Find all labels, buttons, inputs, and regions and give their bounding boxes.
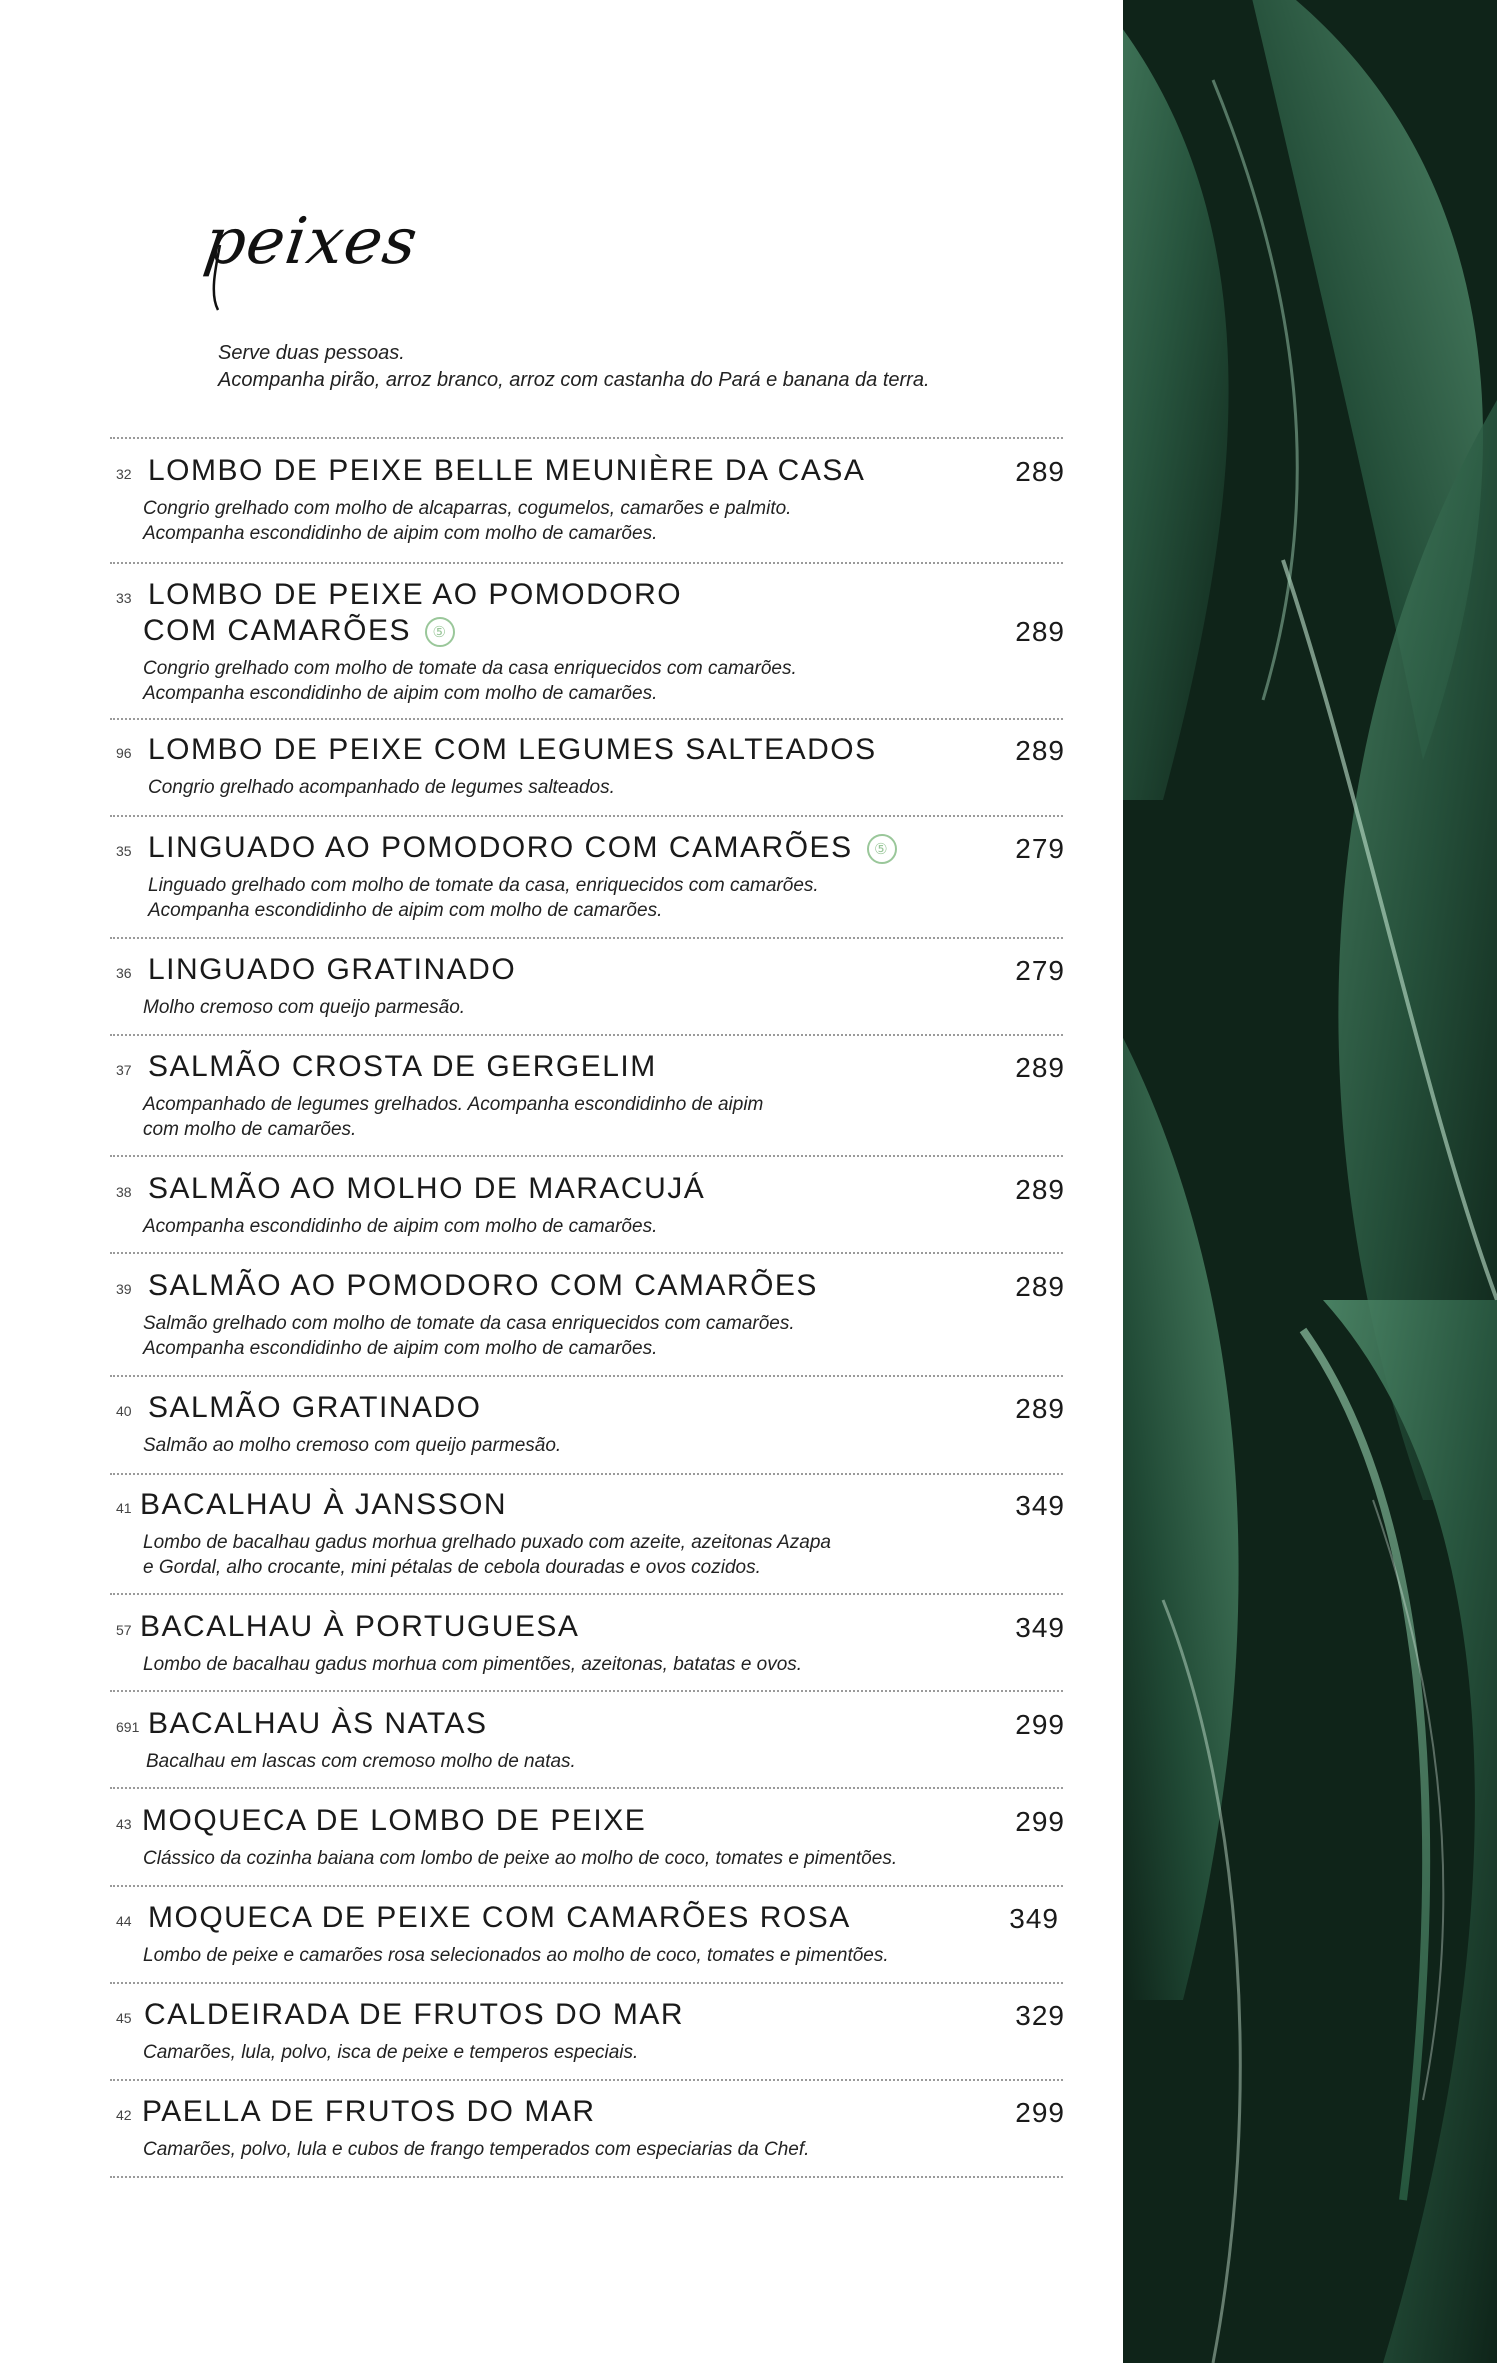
item-name: PAELLA DE FRUTOS DO MAR bbox=[142, 2095, 596, 2128]
item-description: Lombo de peixe e camarões rosa selecionados ao molho de coco, tomates e pimentões. bbox=[143, 1945, 889, 1966]
menu-item bbox=[110, 1899, 1065, 1968]
leaf-illustration-icon bbox=[1123, 0, 1497, 2363]
item-price: 289 bbox=[1015, 1052, 1065, 1083]
menu-item bbox=[110, 1705, 1065, 1774]
item-number: 33 bbox=[116, 590, 132, 606]
item-number: 44 bbox=[116, 1913, 132, 1929]
leaf-photo bbox=[1123, 0, 1497, 2363]
item-price: 279 bbox=[1015, 955, 1065, 986]
item-name: LINGUADO GRATINADO bbox=[148, 953, 517, 986]
item-price: 299 bbox=[1015, 2097, 1065, 2128]
item-name: SALMÃO AO POMODORO COM CAMARÕES bbox=[148, 1269, 818, 1302]
item-price: 349 bbox=[1009, 1903, 1059, 1934]
divider bbox=[110, 2079, 1063, 2081]
divider bbox=[110, 1787, 1063, 1789]
vegan-badge-icon: ⑤ bbox=[425, 617, 455, 647]
item-description: Congrio grelhado com molho de tomate da casa enriquecidos com camarões. bbox=[143, 658, 797, 679]
item-price: 289 bbox=[1015, 1393, 1065, 1424]
item-name-line-2 bbox=[143, 614, 455, 648]
item-name: BACALHAU ÀS NATAS bbox=[148, 1707, 488, 1740]
item-description: Linguado grelhado com molho de tomate da casa, enriquecidos com camarões. bbox=[148, 875, 819, 896]
divider bbox=[110, 1690, 1063, 1692]
item-description: Acompanhado de legumes grelhados. Acompanha escondidinho de aipim bbox=[143, 1094, 764, 1115]
item-number: 57 bbox=[116, 1622, 132, 1638]
item-name: BACALHAU À PORTUGUESA bbox=[140, 1610, 580, 1643]
menu-item bbox=[110, 951, 1065, 1020]
item-number: 32 bbox=[116, 466, 132, 482]
intro-line-2: Acompanha pirão, arroz branco, arroz com castanha do Pará e banana da terra. bbox=[218, 369, 930, 391]
item-name: MOQUECA DE PEIXE COM CAMARÕES ROSA bbox=[148, 1901, 851, 1934]
item-description: Camarões, lula, polvo, isca de peixe e temperos especiais. bbox=[143, 2042, 639, 2063]
divider bbox=[110, 815, 1063, 817]
divider bbox=[110, 1593, 1063, 1595]
item-description: Acompanha escondidinho de aipim com molho de camarões. bbox=[148, 900, 663, 921]
menu-item bbox=[110, 1608, 1065, 1677]
item-number: 40 bbox=[116, 1403, 132, 1419]
item-description: Acompanha escondidinho de aipim com molho de camarões. bbox=[143, 683, 658, 704]
item-description: Salmão grelhado com molho de tomate da casa enriquecidos com camarões. bbox=[143, 1313, 795, 1334]
menu-item bbox=[110, 1996, 1065, 2065]
item-number: 41 bbox=[116, 1500, 132, 1516]
menu-item bbox=[110, 829, 1065, 923]
item-price: 329 bbox=[1015, 2000, 1065, 2031]
item-name-text: LINGUADO AO POMODORO COM CAMARÕES bbox=[148, 831, 853, 864]
item-description: Lombo de bacalhau gadus morhua com pimentões, azeitonas, batatas e ovos. bbox=[143, 1654, 803, 1675]
item-description: Acompanha escondidinho de aipim com molho de camarões. bbox=[143, 1338, 658, 1359]
item-name: SALMÃO GRATINADO bbox=[148, 1391, 482, 1424]
item-description: Lombo de bacalhau gadus morhua grelhado puxado com azeite, azeitonas Azapa bbox=[143, 1532, 831, 1553]
item-price: 289 bbox=[1015, 1174, 1065, 1205]
item-price: 299 bbox=[1015, 1806, 1065, 1837]
divider bbox=[110, 437, 1063, 439]
item-description: Molho cremoso com queijo parmesão. bbox=[143, 997, 466, 1018]
item-number: 96 bbox=[116, 745, 132, 761]
item-name: SALMÃO CROSTA DE GERGELIM bbox=[148, 1050, 657, 1083]
divider bbox=[110, 1252, 1063, 1254]
divider bbox=[110, 2176, 1063, 2178]
divider bbox=[110, 1155, 1063, 1157]
item-price: 349 bbox=[1015, 1490, 1065, 1521]
intro-line-1: Serve duas pessoas. bbox=[218, 342, 405, 364]
item-number: 691 bbox=[116, 1719, 140, 1735]
item-number: 45 bbox=[116, 2010, 132, 2026]
item-number: 35 bbox=[116, 843, 132, 859]
item-price: 289 bbox=[1015, 1271, 1065, 1302]
item-number: 38 bbox=[116, 1184, 132, 1200]
title-flourish-icon bbox=[200, 225, 430, 315]
menu-item bbox=[110, 452, 1065, 546]
item-name: BACALHAU À JANSSON bbox=[140, 1488, 508, 1521]
divider bbox=[110, 1982, 1063, 1984]
menu-item bbox=[110, 2093, 1065, 2162]
divider bbox=[110, 1885, 1063, 1887]
vegan-badge-icon: ⑤ bbox=[867, 834, 897, 864]
divider bbox=[110, 1034, 1063, 1036]
item-description: Acompanha escondidinho de aipim com molho de camarões. bbox=[143, 523, 658, 544]
item-description: Bacalhau em lascas com cremoso molho de natas. bbox=[146, 1751, 576, 1772]
item-description: Acompanha escondidinho de aipim com molho de camarões. bbox=[143, 1216, 658, 1237]
menu-item bbox=[110, 1802, 1065, 1871]
item-description: Congrio grelhado com molho de alcaparras, cogumelos, camarões e palmito. bbox=[143, 498, 792, 519]
item-description: Camarões, polvo, lula e cubos de frango temperados com especiarias da Chef. bbox=[143, 2139, 810, 2160]
item-description: e Gordal, alho crocante, mini pétalas de cebola douradas e ovos cozidos. bbox=[143, 1557, 761, 1578]
item-price: 289 bbox=[1015, 735, 1065, 766]
item-description: Congrio grelhado acompanhado de legumes salteados. bbox=[148, 777, 615, 798]
item-price: 279 bbox=[1015, 833, 1065, 864]
item-name bbox=[148, 831, 897, 865]
item-number: 36 bbox=[116, 965, 132, 981]
item-name: LOMBO DE PEIXE AO POMODORO bbox=[148, 578, 683, 611]
item-number: 42 bbox=[116, 2107, 132, 2123]
divider bbox=[110, 1375, 1063, 1377]
item-price: 299 bbox=[1015, 1709, 1065, 1740]
item-description: Clássico da cozinha baiana com lombo de peixe ao molho de coco, tomates e pimentões. bbox=[143, 1848, 898, 1869]
menu-item bbox=[110, 1267, 1065, 1361]
item-name: CALDEIRADA DE FRUTOS DO MAR bbox=[144, 1998, 685, 2031]
item-number: 39 bbox=[116, 1281, 132, 1297]
divider bbox=[110, 937, 1063, 939]
divider bbox=[110, 1473, 1063, 1475]
divider bbox=[110, 562, 1063, 564]
menu-item bbox=[110, 1048, 1065, 1142]
item-price: 289 bbox=[1015, 456, 1065, 487]
divider bbox=[110, 718, 1063, 720]
item-name: MOQUECA DE LOMBO DE PEIXE bbox=[142, 1804, 647, 1837]
item-description: com molho de camarões. bbox=[143, 1119, 357, 1140]
menu-item bbox=[110, 1486, 1065, 1580]
item-name: SALMÃO AO MOLHO DE MARACUJÁ bbox=[148, 1172, 706, 1205]
item-description: Salmão ao molho cremoso com queijo parmesão. bbox=[143, 1435, 562, 1456]
item-name: LOMBO DE PEIXE COM LEGUMES SALTEADOS bbox=[148, 733, 877, 766]
item-price: 289 bbox=[1015, 616, 1065, 647]
item-number: 43 bbox=[116, 1816, 132, 1832]
menu-item bbox=[110, 576, 1065, 706]
section-intro bbox=[218, 340, 930, 394]
item-name: LOMBO DE PEIXE BELLE MEUNIÈRE DA CASA bbox=[148, 454, 866, 487]
item-price: 349 bbox=[1015, 1612, 1065, 1643]
menu-item bbox=[110, 1389, 1065, 1458]
item-name-continued: COM CAMARÕES bbox=[143, 614, 412, 647]
item-number: 37 bbox=[116, 1062, 132, 1078]
menu-item bbox=[110, 1170, 1065, 1239]
menu-item bbox=[110, 731, 1065, 800]
section-title: peixes bbox=[199, 205, 423, 279]
